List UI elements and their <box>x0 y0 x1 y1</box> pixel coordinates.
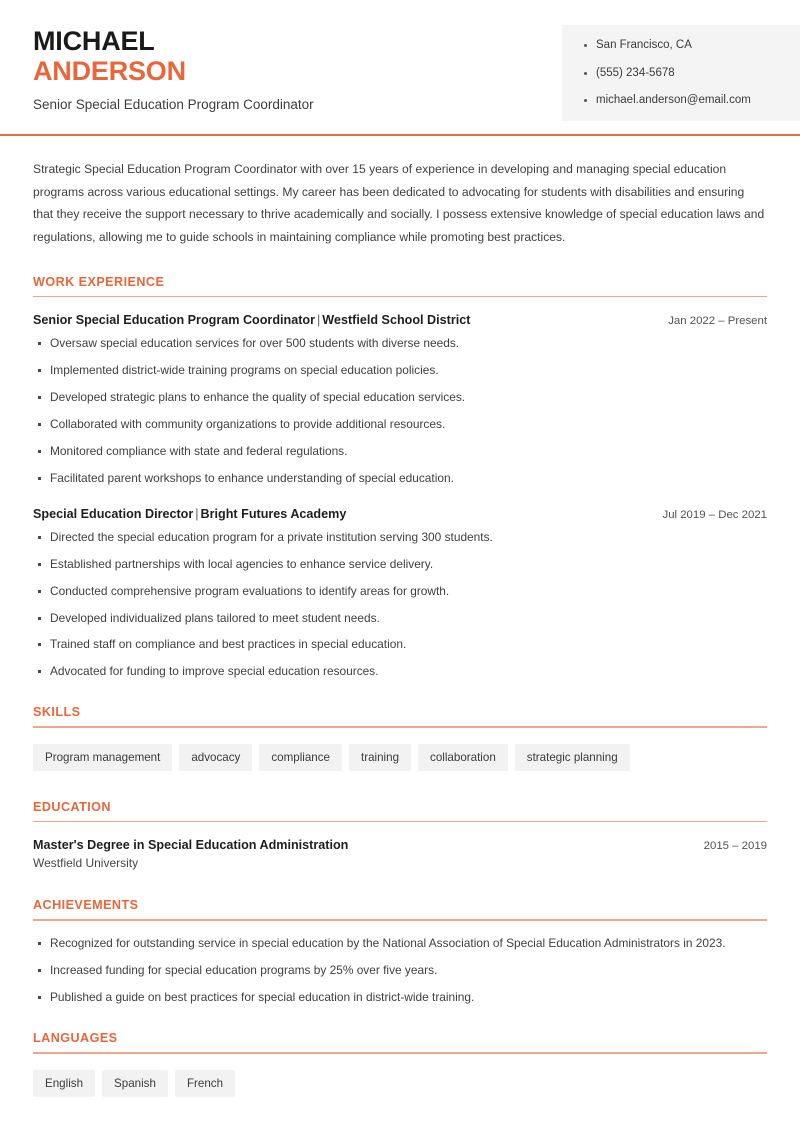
education-degree: Master's Degree in Special Education Administration <box>33 838 349 853</box>
experience-heading <box>33 313 470 327</box>
list-item: Oversaw special education services for over 500 students with diverse needs. <box>33 338 767 350</box>
section-title-work-experience: WORK EXPERIENCE <box>33 275 165 289</box>
contact-info-box <box>562 25 800 121</box>
list-item: Collaborated with community organizations to provide additional resources. <box>33 419 767 431</box>
list-item: Established partnerships with local agencies to enhance service delivery. <box>33 559 767 571</box>
experience-bullet-list <box>33 529 767 679</box>
list-item: Implemented district-wide training programs on special education policies. <box>33 365 767 377</box>
experience-date: Jan 2022 – Present <box>668 315 767 328</box>
list-item: Facilitated parent workshops to enhance understanding of special education. <box>33 473 767 485</box>
language-tag: French <box>175 1070 235 1097</box>
list-item: Developed strategic plans to enhance the quality of special education services. <box>33 392 767 404</box>
experience-entry <box>33 313 767 484</box>
section-title-skills: SKILLS <box>33 705 81 720</box>
education-date: 2015 – 2019 <box>703 840 767 853</box>
header-divider <box>0 134 800 136</box>
resume-body <box>0 158 800 1097</box>
section-divider-work-experience <box>33 296 767 297</box>
section-divider-skills <box>33 726 767 727</box>
experience-company: Westfield School District <box>322 313 471 328</box>
section-languages <box>33 1031 767 1097</box>
experience-separator: | <box>195 506 199 521</box>
list-item: Published a guide on best practices for special education in district-wide training. <box>33 992 767 1004</box>
skill-tag: strategic planning <box>515 744 630 771</box>
section-education <box>33 800 767 870</box>
skill-tag: compliance <box>259 744 342 771</box>
list-item: Conducted comprehensive program evaluations to identify areas for growth. <box>33 586 767 598</box>
section-title-languages: LANGUAGES <box>33 1031 118 1046</box>
section-achievements <box>33 898 767 1003</box>
experience-date: Jul 2019 – Dec 2021 <box>662 508 767 521</box>
education-entry <box>33 838 767 870</box>
professional-summary: Strategic Special Education Program Coordinator with over 15 years of experience in developing and managing special education programs across various educational settings. My career has been dedicated to advocating for students with disabilities and ensuring that they receive the support necessary to thrive academically and socially. I possess extensive knowledge of special education laws and regulations, allowing me to guide schools in maintaining compliance while promoting best practices. <box>33 162 765 244</box>
section-skills <box>33 705 767 771</box>
language-tag: English <box>33 1070 95 1097</box>
experience-position: Special Education Director <box>33 506 194 521</box>
list-item: Directed the special education program for a private institution serving 300 students. <box>33 532 767 544</box>
section-divider-achievements <box>33 919 767 920</box>
list-item: Advocated for funding to improve special education resources. <box>33 666 767 678</box>
resume-header <box>0 0 800 136</box>
skill-tag: training <box>349 744 411 771</box>
contact-location <box>584 40 800 52</box>
experience-entry <box>33 507 767 678</box>
contact-email-value: michael.anderson@email.com <box>596 94 751 106</box>
education-institution: Westfield University <box>33 856 139 871</box>
section-divider-languages <box>33 1052 767 1053</box>
section-title-education: EDUCATION <box>33 799 111 814</box>
section-work-experience <box>33 275 767 678</box>
list-item: Trained staff on compliance and best practices in special education. <box>33 639 767 651</box>
skill-tag: advocacy <box>179 744 252 771</box>
contact-phone[interactable] <box>584 68 800 80</box>
experience-separator: | <box>317 313 321 328</box>
experience-position: Senior Special Education Program Coordinator <box>33 313 316 328</box>
contact-location-value: San Francisco, CA <box>596 39 692 51</box>
skill-tag: Program management <box>33 744 172 771</box>
experience-bullet-list <box>33 338 767 484</box>
skill-tag: collaboration <box>418 744 508 771</box>
experience-company: Bright Futures Academy <box>200 506 347 521</box>
first-name: MICHAEL <box>33 26 155 56</box>
list-item: Monitored compliance with state and federal regulations. <box>33 446 767 458</box>
languages-tag-list <box>33 1070 767 1097</box>
list-item: Increased funding for special education programs by 25% over five years. <box>33 965 767 977</box>
contact-phone-value: (555) 234-5678 <box>596 66 675 79</box>
section-divider-education <box>33 821 767 822</box>
list-item: Developed individualized plans tailored to meet student needs. <box>33 613 767 625</box>
achievements-bullet-list <box>33 935 767 1004</box>
last-name: ANDERSON <box>33 56 186 87</box>
list-item: Recognized for outstanding service in special education by the National Association of Special Education Administrators in 2023. <box>33 938 767 950</box>
skills-tag-list <box>33 744 767 771</box>
language-tag: Spanish <box>102 1070 168 1097</box>
experience-heading <box>33 507 346 521</box>
identity-block <box>0 0 314 112</box>
contact-email[interactable] <box>584 95 800 107</box>
headline-job-title: Senior Special Education Program Coordinator <box>33 97 314 113</box>
section-title-achievements: ACHIEVEMENTS <box>33 898 139 913</box>
